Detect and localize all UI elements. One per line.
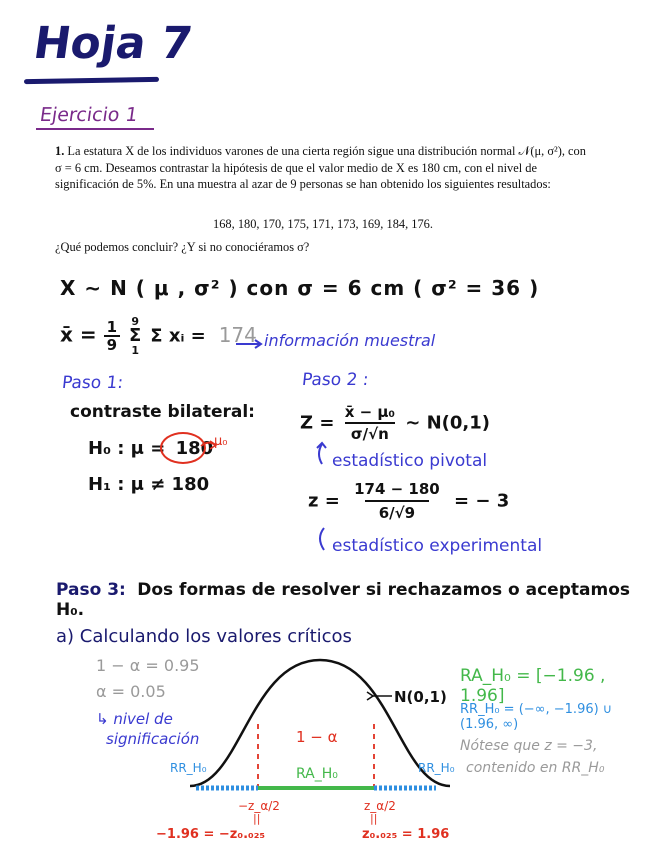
experimental-statistic-label: estadístico experimental — [332, 536, 543, 556]
alpha-value: α = 0.05 — [96, 682, 166, 701]
step3-title: Paso 3: — [56, 580, 126, 600]
pivot-fraction — [345, 402, 395, 444]
sum-upper-limit: 9 — [131, 315, 139, 328]
pivot-formula — [300, 402, 490, 444]
sample-mean-formula — [60, 316, 257, 356]
sample-mean-sum: Σ xᵢ = — [150, 325, 206, 347]
title-underline — [24, 77, 159, 84]
experimental-numerator: 174 − 180 — [354, 480, 440, 498]
acceptance-region-def: RA_H₀ = [−1.96 , 1.96] — [460, 666, 606, 706]
experimental-result: = − 3 — [454, 490, 510, 512]
significance-label-line2: significación — [106, 730, 200, 748]
curve-label: N(0,1) — [394, 688, 447, 706]
sum-limits: 9 Σ 1 — [129, 315, 142, 357]
null-hypothesis-lhs: H₀ : μ = — [88, 438, 166, 459]
null-hypothesis-value: 180 — [175, 438, 214, 459]
step1-title: Paso 1: — [60, 373, 125, 393]
acceptance-region-label: RA_H₀ — [296, 766, 338, 782]
confidence-level: 1 − α = 0.95 — [96, 656, 200, 675]
bracket-icon — [314, 526, 330, 552]
sample-mean-prefix: x̄ = — [60, 322, 104, 347]
step3-text: Dos formas de resolver si rechazamos o aceptamos H₀. — [56, 580, 630, 620]
critical-left-equals: || — [253, 812, 261, 825]
fraction-numerator: 1 — [106, 318, 118, 336]
significance-label-line1: ↳ nivel de — [96, 710, 173, 728]
critical-right-symbol: z_α/2 — [364, 799, 396, 813]
critical-right-value: z₀.₀₂₅ = 1.96 — [362, 827, 450, 842]
sample-mean-value: 174 — [218, 322, 257, 347]
fraction-denominator: 9 — [104, 335, 120, 353]
pivot-lhs: Z = — [300, 412, 335, 434]
experimental-fraction — [354, 478, 440, 524]
pivot-statistic-label: estadístico pivotal — [332, 451, 488, 471]
exercise-heading: Ejercicio 1 — [38, 104, 140, 126]
pivot-denominator: σ/√n — [345, 422, 395, 444]
arrow-icon — [314, 440, 330, 466]
distribution-statement: X ∼ N ( μ , σ² ) con σ = 6 cm ( σ² = 36 ) — [60, 276, 540, 300]
mu0-annotation: μ₀ — [214, 434, 228, 449]
problem-body: La estatura X de los individuos varones de una cierta región sigue una distribución normal 𝒩(μ, σ²), con σ = 6 cm. Deseamos contrastar la hipótesis de que el valor medio de X es 180 cm, con el nivel de significación de 5%. En una muestra al azar de 9 personas se han obtenido los siguientes resultados: — [55, 144, 586, 191]
fraction-one-ninth — [104, 319, 120, 353]
critical-right-equals: || — [370, 812, 378, 825]
sample-info-label: información muestral — [264, 331, 436, 350]
pivot-numerator: x̄ − μ₀ — [344, 403, 395, 421]
experimental-denominator: 6/√9 — [365, 500, 429, 524]
sample-data: 168, 180, 170, 175, 171, 173, 169, 184, 176. — [213, 217, 433, 231]
note-line2: contenido en RR_H₀ — [466, 760, 605, 776]
rejection-right-label: RR_H₀ — [418, 761, 455, 775]
experimental-formula — [308, 478, 509, 524]
sum-lower-limit: 1 — [131, 344, 139, 357]
experimental-lhs: z = — [308, 490, 340, 512]
page-title: Hoja 7 — [30, 18, 196, 69]
critical-left-value: −1.96 = −z₀.₀₂₅ — [156, 827, 266, 842]
step3-line — [56, 580, 646, 620]
note-line1: Nótese que z = −3, — [460, 738, 598, 754]
exercise-underline — [36, 128, 154, 130]
rejection-region-def: RR_H₀ = (−∞, −1.96) ∪ (1.96, ∞) — [460, 702, 613, 732]
center-area-label: 1 − α — [296, 728, 338, 746]
pivot-distribution: ∼ N(0,1) — [405, 412, 491, 434]
alternative-hypothesis: H₁ : μ ≠ 180 — [88, 474, 210, 495]
problem-question: ¿Qué podemos concluir? ¿Y si no conociéramos σ? — [55, 240, 310, 254]
problem-statement — [55, 143, 590, 193]
critical-left-symbol: −z_α/2 — [238, 799, 280, 813]
test-type: contraste bilateral: — [70, 402, 255, 422]
arrow-icon — [236, 339, 264, 349]
step2-title: Paso 2 : — [300, 370, 370, 390]
rejection-left-label: RR_H₀ — [170, 761, 207, 775]
method-a-heading: a) Calculando los valores críticos — [56, 626, 352, 647]
problem-number: 1. — [55, 144, 65, 158]
